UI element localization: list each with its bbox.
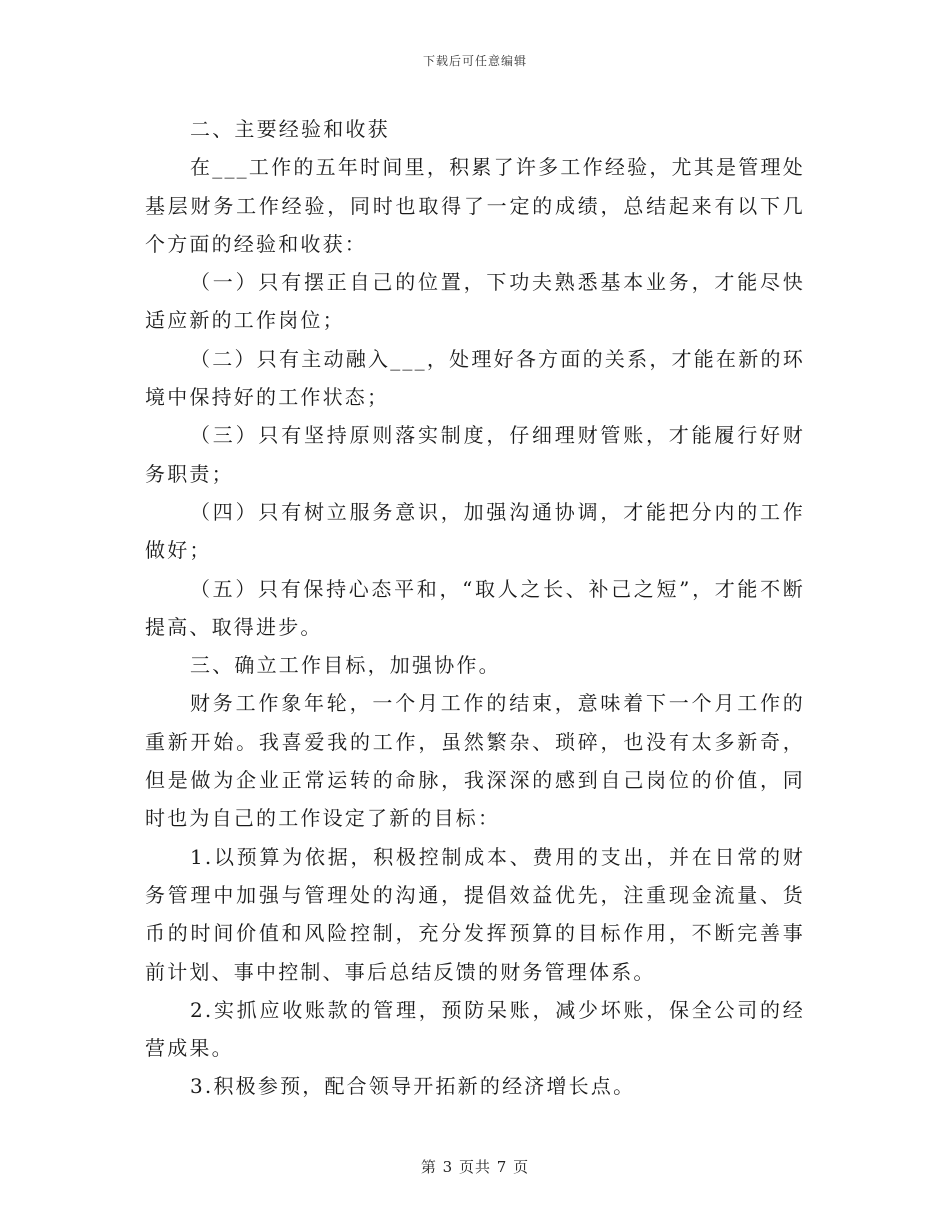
- document-body: [145, 110, 805, 1106]
- goal-item-2: 2.实抓应收账款的管理，预防呆账，减少坏账，保全公司的经营成果。: [145, 997, 805, 1061]
- body-paragraph: 在___工作的五年时间里，积累了许多工作经验，尤其是管理处基层财务工作经验，同时也取得了一定的成绩，总结起来有以下几个方面的经验和收获：: [145, 155, 805, 256]
- section-heading-experience: 二、主要经验和收获: [190, 117, 390, 141]
- list-item-4: （四）只有树立服务意识，加强沟通协调，才能把分内的工作做好；: [145, 499, 805, 563]
- body-paragraph: 财务工作象年轮，一个月工作的结束，意味着下一个月工作的重新开始。我喜爱我的工作，虽然繁杂、琐碎，也没有太多新奇，但是做为企业正常运转的命脉，我深深的感到自己岗位的价值，同时也为自己的工作设定了新的目标：: [145, 691, 805, 831]
- list-item-1: （一）只有摆正自己的位置，下功夫熟悉基本业务，才能尽快适应新的工作岗位；: [145, 270, 805, 333]
- list-item-2: （二）只有主动融入___，处理好各方面的关系，才能在新的环境中保持好的工作状态；: [145, 346, 805, 410]
- goal-item-3: 3.积极参预，配合领导开拓新的经济增长点。: [190, 1074, 636, 1099]
- list-item-3: （三）只有坚持原则落实制度，仔细理财管账，才能履行好财务职责；: [145, 423, 805, 486]
- goal-item-1: 1.以预算为依据，积极控制成本、费用的支出，并在日常的财务管理中加强与管理处的沟通，提倡效益优先，注重现金流量、货币的时间价值和风险控制，充分发挥预算的目标作用，不断完善事前计划、事中控制、事后总结反馈的财务管理体系。: [145, 844, 805, 984]
- section-heading-goals: 三、确立工作目标，加强协作。: [190, 653, 501, 678]
- page-header: 下载后可任意编辑: [422, 54, 527, 68]
- list-item-5: （五）只有保持心态平和，“取人之长、补己之短”，才能不断提高、取得进步。: [145, 576, 805, 639]
- page-footer: 第 3 页共 7 页: [420, 1158, 530, 1176]
